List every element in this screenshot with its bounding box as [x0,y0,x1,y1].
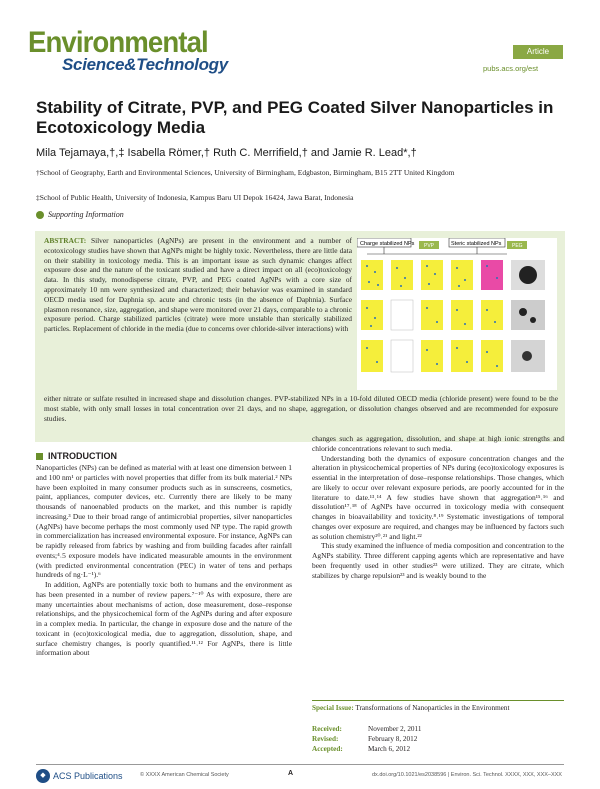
date-revised [312,734,564,744]
supporting-info-label: Supporting Information [48,210,124,219]
special-issue-label: Special Issue: [312,704,354,712]
date-accepted-value: March 6, 2012 [368,745,411,753]
abstract-body-1: Silver nanoparticles (AgNPs) are present in the environment and a number of ecotoxicology studies have shown that AgNPs might be highly toxic. Nevertheless, there are little data on their stability in toxicology media. This is an important issue as such dynamic changes affect exposure dose and the nature of the toxicant studied and have a direct impact on all (eco)toxicology data. In this study, monodisperse citrate, PVP, and PEG coated AgNPs with a core size of approximately 10 nm were synthesized and characterized; their behavior was examined in standard OECD media used for Daphnia sp. acute and chronic tests (in the absence of Daphnia). Surface plasmon resonance, size, aggregation, and shape were monitored over 21 days, comparable to a chronic exposure period. Charge stabilized particles (citrate) were more unstable than sterically stabilized particles. Replacement of chloride in the media (due to concerns over chloride-silver interactions) with [44,236,352,334]
intro-column-1 [36,463,292,658]
intro-paragraph-4: Understanding both the dynamics of exposure concentration changes and the alteration in physicochemical properties of NPs during (eco)toxicology exposures is essential in the interpretation of dose–response relationships. Those changes, which are likely to occur over relevant exposure periods, are poorly accounted for in the literature to date.¹³˒¹⁴ A few studies have shown that aggregation¹⁵˒¹⁶ and dissolution¹⁷˒¹⁸ of AgNPs have occurred in toxicology media with consequent changes in bioavailability and toxicity.⁸˒¹⁹ Systematic investigations of temporal changes over exposure are required, and changes may be influenced by factors such as solution chemistry²⁰˒²¹ and light.²² [312,453,564,541]
date-received-value: November 2, 2011 [368,725,422,733]
toc-header-left: Charge stabilized NPs [360,241,415,247]
toc-label-pvp: PVP [424,243,435,249]
toc-row-2 [361,300,545,330]
date-received-label: Received: [312,725,342,733]
special-issue-text: Transformations of Nanoparticles in the Environment [355,704,510,712]
article-type-badge: Article [513,45,563,59]
toc-graphic-svg [357,238,557,390]
abstract-label: ABSTRACT: [44,236,87,245]
page-number: A [288,770,294,777]
toc-graphic [357,238,557,390]
article-dates [312,724,564,754]
acs-logo-icon: ◆ [36,769,50,783]
paper-title: Stability of Citrate, PVP, and PEG Coated Silver Nanoparticles in Ecotoxicology Media [36,98,554,137]
supporting-info-link[interactable] [36,210,124,219]
affiliation-2: ‡School of Public Health, University of Indonesia, Kampus Baru UI Depok 16424, Jawa Barat, Indonesia [36,193,354,202]
toc-label-peg: PEG [512,243,523,249]
intro-paragraph-2: In addition, AgNPs are potentially toxic both to humans and the environment as has been presented in a number of review papers.⁷⁻¹⁰ As with exposure, there are many uncertainties about mechanisms of action, dose measurement, dose–response relationships, and the physicochemical form of the AgNPs during and after exposure in a complex media. In particular, the change in exposure dose and the nature of the toxicant in (eco)toxicological media, due to aggregation, dissolution, shape, and surface chemistry changes, is poorly quantified.¹¹˒¹² For AgNPs, there is little information about [36,580,292,658]
journal-logo-environmental: Environmental [28,26,208,59]
journal-logo-science-technology: Science&Technology [62,55,228,74]
supporting-info-icon [36,211,44,219]
copyright-notice: © XXXX American Chemical Society [140,772,229,778]
toc-row-3 [361,340,545,372]
intro-column-2 [312,434,564,580]
section-introduction-label: INTRODUCTION [48,451,117,461]
date-accepted-label: Accepted: [312,745,343,753]
acs-publisher-label: ACS Publications [53,771,123,781]
intro-paragraph-1: Nanoparticles (NPs) can be defined as material with at least one dimension between 1 and 100 nm¹ or particles with novel properties that differ from its bulk material.² NPs have been exploited in many consumer products such as in sunscreens, cosmetics, paint, appliances, computer devices, etc. Currently there are likely to be many thousands of nanoenabled products on the market, and this number is rapidly increasing.³ Due to their broad range of antimicrobial properties, silver nanoparticles (AgNPs) have become perhaps the most commonly used NP type. The rapid growth in commercialization has increased environmental exposure. For instance, AgNPs can be rapidly released from fabrics by washing and from building facades after rainfall events;⁴˒5 exposure models have indicated measurable amounts in the environment (with predicted environmental concentration (PEC) in water of tens and perhaps hundreds of ng·L⁻¹).⁶ [36,463,292,580]
date-revised-value: February 8, 2012 [368,735,418,743]
journal-url[interactable]: pubs.acs.org/est [483,64,539,73]
toc-header-right: Steric stabilized NPs [451,241,502,247]
date-received [312,724,564,734]
toc-row-1 [361,260,545,290]
footer-rule [36,764,564,768]
abstract-text-part1 [44,236,352,334]
date-accepted [312,744,564,754]
section-introduction-heading [36,451,117,461]
acs-publications-logo [36,769,123,783]
doi-citation[interactable]: dx.doi.org/10.1021/es2038596 | Environ. Sci. Technol. XXXX, XXX, XXX–XXX [372,772,562,778]
date-revised-label: Revised: [312,735,339,743]
intro-paragraph-3: changes such as aggregation, dissolution, and shape at high ionic strengths and chloride concentrations relevant to such media. [312,434,564,453]
special-issue-note [312,700,564,714]
author-list: Mila Tejamaya,†,‡ Isabella Römer,† Ruth C. Merrifield,† and Jamie R. Lead*,† [36,147,417,159]
intro-paragraph-5: This study examined the influence of media composition and concentration to the AgNPs stability. Three different capping agents which are representative and have been frequently used in other studies²³ were utilized. They are citrate, which stabilizes by charge repulsion²³ and is weakly bound to the [312,541,564,580]
abstract-body-2: either nitrate or sulfate resulted in increased shape and dissolution changes. PVP-stabilized NPs in a 10-fold diluted OECD media (chloride present) were found to be the most stable, with only small losses in total concentration over 21 days, and no shape, aggregation, or dissolution changes observed and are recommended for exposure studies. [44,394,558,423]
affiliation-1: †School of Geography, Earth and Environmental Sciences, University of Birmingham, Edgbaston, Birmingham, B15 2TT United Kingdom [36,168,455,177]
section-marker-icon [36,453,43,460]
